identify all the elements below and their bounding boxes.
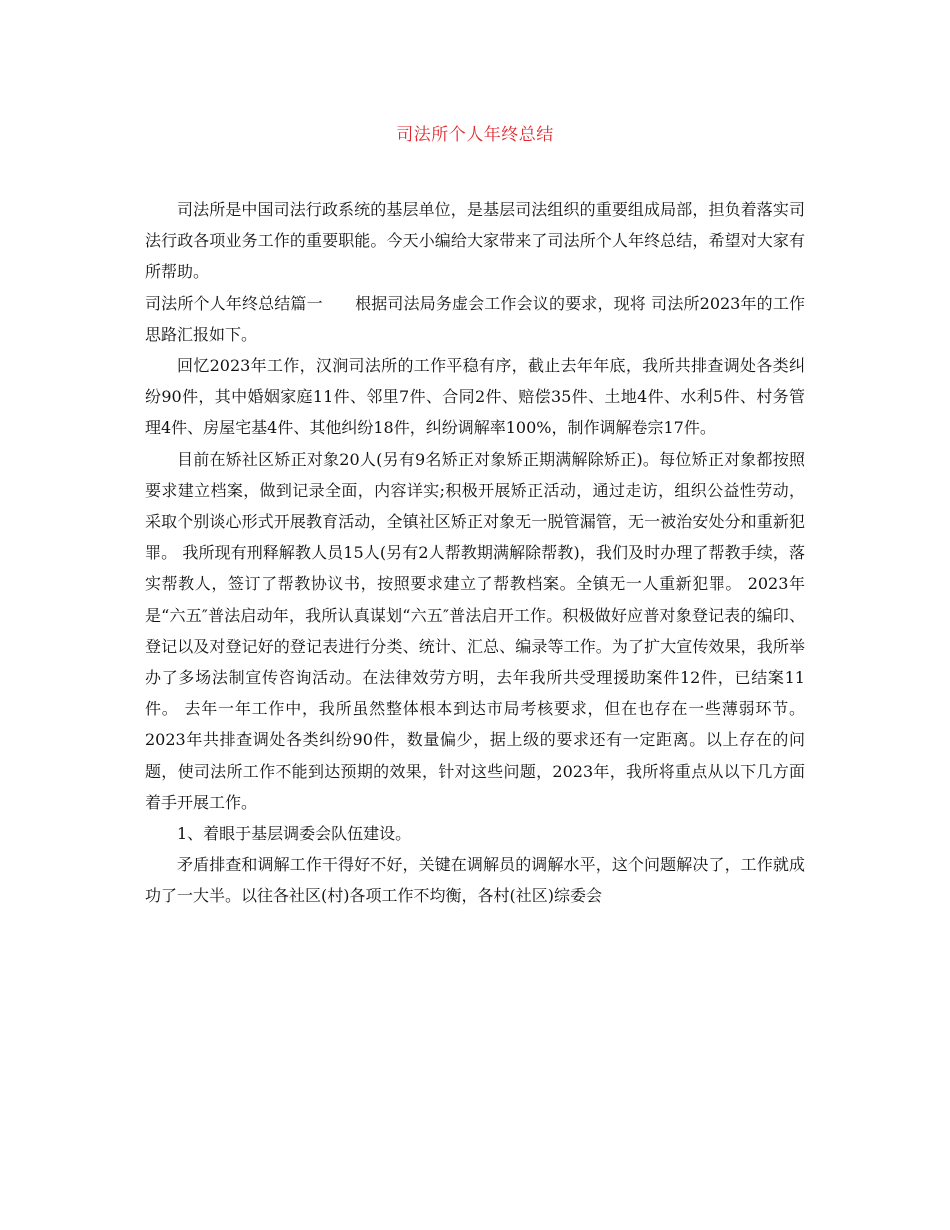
paragraph-intro: 司法所是中国司法行政系统的基层单位，是基层司法组织的重要组成局部，担负着落实司法行政各项业务工作的重要职能。今天小编给大家带来了司法所个人年终总结，希望对大家有所帮助。 bbox=[145, 200, 805, 282]
paragraph-review: 回忆2023年工作，汉涧司法所的工作平稳有序，截止去年年底，我所共排查调处各类纠纷90件，其中婚姻家庭11件、邻里7件、合同2件、赔偿35件、土地4件、水利5件、村务管理4件、房屋宅基4件、其他纠纷18件，纠纷调解率100%，制作调解卷宗17件。 bbox=[145, 356, 805, 438]
document-body bbox=[145, 194, 805, 912]
paragraph-section-heading: 司法所个人年终总结篇一 根据司法局务虚会工作会议的要求，现将 司法所2023年的工作思路汇报如下。 bbox=[145, 293, 805, 344]
paragraph-correction-work: 目前在矫社区矫正对象20人(另有9名矫正对象矫正期满解除矫正)。每位矫正对象都按照要求建立档案，做到记录全面，内容详实;积极开展矫正活动，通过走访，组织公益性劳动，采取个别谈心形式开展教育活动，全镇社区矫正对象无一脱管漏管，无一被治安处分和重新犯罪。 我所现有刑释解教人员15人(另有2人帮教期满解除帮教)，我们及时办理了帮教手续，落实帮教人，签订了帮教协议书，按照要求建立了帮教档案。全镇无一人重新犯罪。 2023年是“六五″普法启动年，我所认真谋划“六五″普法启开工作。积极做好应普对象登记表的编印、登记以及对登记好的登记表进行分类、统计、汇总、编录等工作。为了扩大宣传效果，我所举办了多场法制宣传咨询活动。在法律效劳方明，去年我所共受理援助案件12件，已结案11件。 去年一年工作中，我所虽然整体根本到达市局考核要求，但在也存在一些薄弱环节。2023年共排查调处各类纠纷90件，数量偏少，据上级的要求还有一定距离。以上存在的问题，使司法所工作不能到达预期的效果，针对这些问题，2023年，我所将重点从以下几方面着手开展工作。 bbox=[145, 449, 805, 812]
document-title: 司法所个人年终总结 bbox=[396, 125, 554, 145]
paragraph-item-1: 1、着眼于基层调委会队伍建设。 bbox=[177, 824, 412, 844]
paragraph-mediation: 矛盾排查和调解工作干得好不好，关键在调解员的调解水平，这个问题解决了，工作就成功了一大半。以往各社区(村)各项工作不均衡，各村(社区)综委会 bbox=[145, 855, 805, 906]
